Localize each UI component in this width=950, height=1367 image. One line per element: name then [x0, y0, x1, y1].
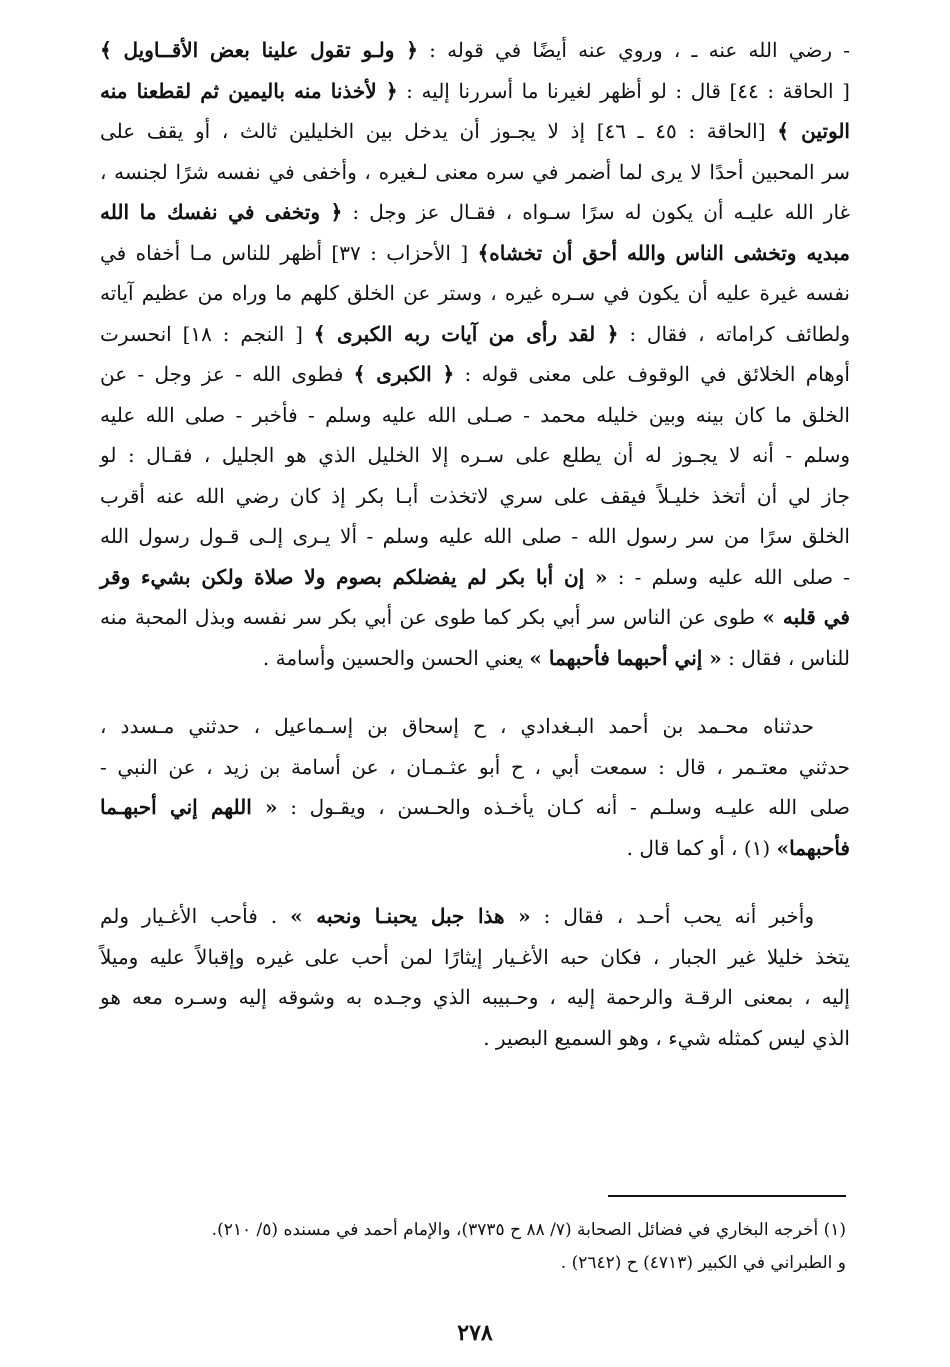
quoted-text: « إني أحبهما فأحبهما »: [529, 645, 722, 670]
body-text: ولطائف كراماته ، فقال :: [618, 321, 850, 346]
text-line: [100, 30, 850, 71]
text-line: [100, 937, 850, 978]
text-line: [100, 706, 850, 747]
page-number: ٢٧٨: [457, 1320, 493, 1346]
quoted-text: ﴿ لأخذنا منه باليمين ثم لقطعنا منه: [100, 78, 398, 103]
text-line: [100, 476, 850, 517]
text-line: [100, 273, 850, 314]
quoted-text: ﴿ لقد رأى من آيات ربه الكبرى ﴾: [313, 321, 619, 346]
body-text: وأخبر أنه يحب أحـد ، فقال :: [530, 904, 815, 928]
text-line: [100, 516, 850, 557]
quoted-text: ﴿ ولـو تقول علينا بعض الأقــاويل ﴾: [100, 38, 418, 62]
body-text: فطوى الله - عز وجل - عن: [100, 362, 354, 386]
quoted-text: « هذا جبل يحبنـا ونحبه »: [290, 904, 531, 928]
body-text: أوهام الخلائق في الوقوف على معنى قوله :: [454, 362, 850, 386]
body-text: للناس ، فقال :: [721, 645, 850, 670]
body-text: جاز لي أن أتخذ خليـلاً فيقف على سري لاتخذت أبـا بكر إذ كان رضي الله عنه أقرب: [100, 483, 850, 508]
text-line: [100, 747, 850, 788]
footnote-separator: [608, 1195, 846, 1197]
body-text: نفسه غيرة عليه أن يكون في سـره غيره ، وستر عن الخلق كلهم ما وراه من عظيم آياته: [100, 281, 850, 305]
body-text: حدثني معتـمر ، قال : سمعت أبي ، ح أبو عثـمـان ، عن أسامة بن زيد ، عن النبي -: [100, 754, 850, 779]
text-line: [100, 111, 850, 152]
body-text: وسلم - أنه لا يجـوز له أن يطلع على سـره إلا الخليل الذي هو الجليل ، فقـال : لو: [100, 443, 850, 467]
quoted-text: الوتين ﴾: [777, 119, 850, 143]
body-text: الخلق سرًا من سر رسول الله - صلى الله عليه وسلم - ألا يـرى إلـى قـول رسول الله: [100, 524, 850, 548]
body-text: (١) ، أو كما قال .: [626, 835, 777, 860]
quoted-text: فأحبهما»: [776, 835, 850, 860]
footnote-line-1: (١) أخرجه البخاري في فضائل الصحابة (٧/ ٨٨ ح ٣٧٣٥)، والإمام أحمد في مسنده (٥/ ٢١٠).: [211, 1220, 846, 1240]
text-line: [100, 233, 850, 274]
text-line: [100, 787, 850, 828]
text-line: [100, 557, 850, 598]
text-line: [100, 896, 850, 937]
quoted-text: « إن أبا بكر لم يفضلكم بصوم ولا صلاة ولكن بشيء وقر: [100, 564, 608, 589]
text-line: [100, 435, 850, 476]
paragraph-3: [100, 896, 850, 1058]
quoted-text: ﴿ وتخفى في نفسك ما الله: [100, 200, 343, 224]
paragraph-1: [100, 30, 850, 678]
text-line: [100, 71, 850, 112]
footnote-line-2: و الطبراني في الكبير (٤٧١٣) ح (٢٦٤٢) .: [560, 1253, 846, 1273]
body-text: - صلى الله عليه وسلم - :: [607, 564, 850, 589]
text-line: [100, 395, 850, 436]
body-text: حدثناه محـمد بن أحمد البـغدادي ، ح إسحاق بن إسـماعيل ، حدثني مـسدد ،: [100, 714, 814, 738]
body-text: - رضي الله عنه ـ ، وروي عنه أيضًا في قوله :: [417, 38, 850, 62]
text-line: [100, 638, 850, 679]
body-text: إليه ، بمعنى الرقـة والرحمة إليه ، وحـبيبه الذي وجـده به وشوقه إليه وسـره معه هو: [100, 985, 850, 1009]
body-text: [ الحاقة : ٤٤] قال : لو أظهر لغيرنا ما أسررنا إليه :: [397, 78, 850, 103]
body-text: [ النجم : ١٨] انحسرت: [100, 321, 314, 346]
body-text: الخلق ما كان بينه وبين خليله محمد - صـلى الله عليه وسلم - فأخبر - صلى الله عليه: [100, 402, 850, 427]
text-line: [100, 1018, 850, 1059]
body-text: الذي ليس كمثله شيء ، وهو السميع البصير .: [483, 1025, 850, 1050]
text-line: [100, 192, 850, 233]
body-text: [ الأحزاب : ٣٧] أظهر للناس مـا أخفاه في: [100, 240, 478, 265]
body-text: سر المحبين أحدًا لا يرى لما أضمر في سره معنى لـغيره ، وأخفى في نفسه شرًا لجنسه ،: [100, 159, 850, 184]
quoted-text: ﴿ الكبرى ﴾: [353, 362, 455, 386]
paragraph-2: [100, 706, 850, 868]
quoted-text: في قلبه »: [762, 605, 850, 629]
body-text: يتخذ خليلا غير الجبار ، فكان حبه الأغـيار إيثارًا لمن أحب على غيره وإقبالاً عليه وميلاً: [100, 944, 850, 969]
body-text: يعني الحسن والحسين وأسامة .: [262, 645, 530, 670]
text-line: [100, 597, 850, 638]
body-text: غار الله عليـه أن يكون له سرًا سـواه ، فقـال عز وجل :: [342, 200, 851, 224]
text-line: [100, 314, 850, 355]
quoted-text: « اللهم إني أحبهـما: [100, 795, 278, 819]
body-text: [الحاقة : ٤٥ ـ ٤٦] إذ لا يجـوز أن يدخل بين الخليلين ثالث ، أو يقف على: [100, 119, 778, 143]
text-line: [100, 354, 850, 395]
body-text: طوى عن الناس سر أبي بكر كما طوى عن أبي بكر سر نفسه وبذل المحبة منه: [100, 605, 763, 629]
text-line: [100, 828, 850, 869]
quoted-text: مبديه وتخشى الناس والله أحق أن تخشاه﴾: [477, 240, 850, 265]
body-text: . فأحب الأغـيار ولم: [100, 904, 291, 928]
footnotes: [104, 1214, 846, 1280]
text-line: [100, 152, 850, 193]
body-text: صلى الله عليـه وسلـم - أنه كـان يأخـذه والحـسن ، ويقـول :: [277, 795, 850, 819]
text-line: [100, 977, 850, 1018]
